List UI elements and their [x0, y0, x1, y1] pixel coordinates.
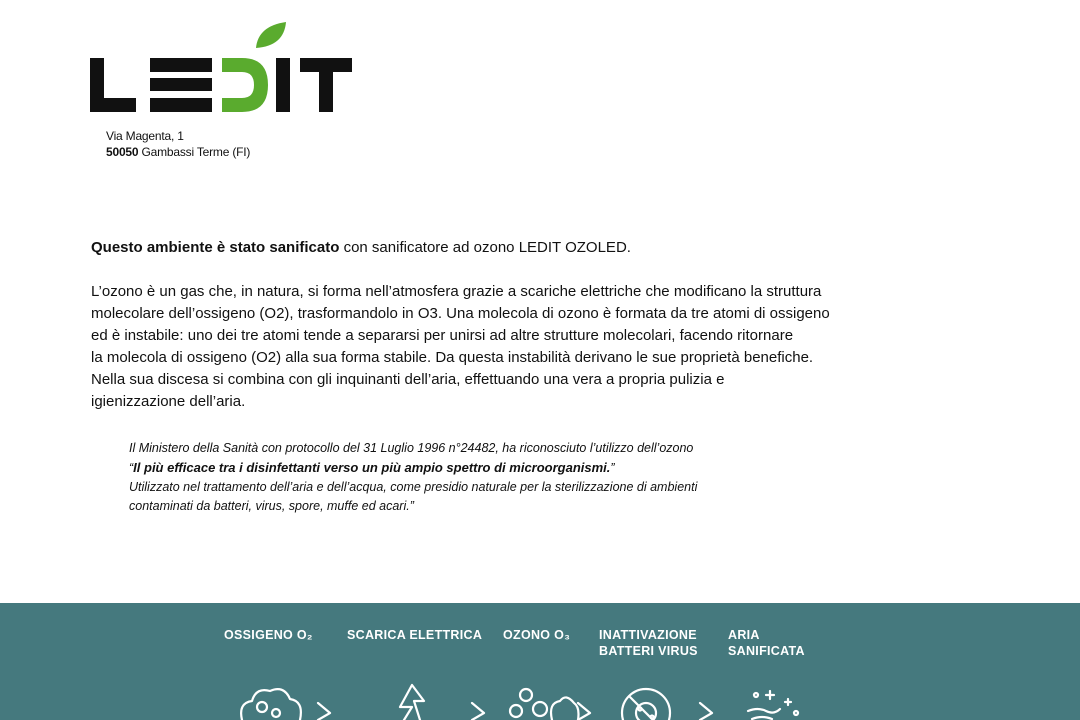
step-label-discharge: [347, 627, 482, 643]
step-text: SANIFICATA: [728, 644, 805, 658]
lead-bold: Questo ambiente è stato sanificato: [91, 239, 340, 256]
quote-line-4: contaminati da batteri, virus, spore, muffe ed acari.”: [129, 499, 414, 513]
lightning-bolt-icon: [400, 685, 424, 720]
step-label-oxygen: [224, 627, 313, 643]
ozone-molecule-icon: [510, 689, 579, 720]
ozone-description: [91, 281, 951, 413]
company-address: [106, 128, 250, 160]
quote-highlight: Il più efficace tra i disinfettanti verso un più ampio spettro di microorganismi.: [133, 460, 611, 475]
chevron-right-icon: [472, 703, 484, 720]
step-text: OSSIGENO O₂: [224, 628, 313, 642]
chevron-right-icon: [318, 703, 330, 720]
paragraph-line: la molecola di ossigeno (O2) alla sua forma stabile. Da questa instabilità derivano le sue proprietà benefiche.: [91, 349, 814, 366]
chevron-right-icon: [578, 703, 590, 720]
paragraph-line: ed è instabile: uno dei tre atomi tende a separarsi per unirsi ad altre strutture molecolari, facendo ritornare: [91, 327, 794, 344]
paragraph-line: L’ozono è un gas che, in natura, si forma nell’atmosfera grazie a scariche elettriche che modificano la struttura: [91, 283, 822, 300]
step-label-sanitized-air: [728, 627, 805, 659]
address-street: Via Magenta, 1: [106, 129, 184, 143]
chevron-right-icon: [700, 703, 712, 720]
step-text: SCARICA ELETTRICA: [347, 628, 483, 642]
lead-sentence: [91, 238, 631, 258]
quote-line-3: Utilizzato nel trattamento dell’aria e dell’acqua, come presidio naturale per la sterilizzazione di ambienti: [129, 480, 698, 494]
address-city: Gambassi Terme (FI): [141, 145, 251, 159]
address-city-line: [106, 144, 250, 160]
paragraph-line: Nella sua discesa si combina con gli inquinanti dell’aria, effettuando una vera a propria pulizia e: [91, 371, 725, 388]
paragraph-line: molecolare dell’ossigeno (O2), trasformandolo in O3. Una molecola di ozono è formata da tre atomi di ossigeno: [91, 305, 830, 322]
address-postcode: 50050: [106, 145, 139, 159]
oxygen-cloud-icon: [241, 689, 301, 720]
ministry-quote: [129, 439, 697, 516]
process-band: [0, 603, 1080, 720]
step-label-ozone: [503, 627, 570, 643]
no-virus-icon: [622, 689, 670, 720]
quote-open-mark: “: [129, 461, 134, 475]
quote-close-mark: ”: [610, 461, 615, 475]
quote-line-1: Il Ministero della Sanità con protocollo del 31 Luglio 1996 n°24482, ha riconosciuto l’utilizzo dell’ozono: [129, 441, 694, 455]
process-icons: [0, 673, 1080, 720]
ledit-logo: [90, 18, 352, 118]
quote-line-2: [129, 458, 697, 478]
step-text: ARIA: [728, 628, 760, 642]
lead-rest: con sanificatore ad ozono LEDIT OZOLED.: [339, 239, 631, 256]
step-text: INATTIVAZIONE: [599, 628, 697, 642]
paragraph-line: igienizzazione dell’aria.: [91, 393, 246, 410]
step-text: OZONO O₃: [503, 628, 571, 642]
sanitized-air-icon: [748, 691, 798, 719]
step-label-inactivation: [599, 627, 698, 659]
step-text: BATTERI VIRUS: [599, 644, 698, 658]
